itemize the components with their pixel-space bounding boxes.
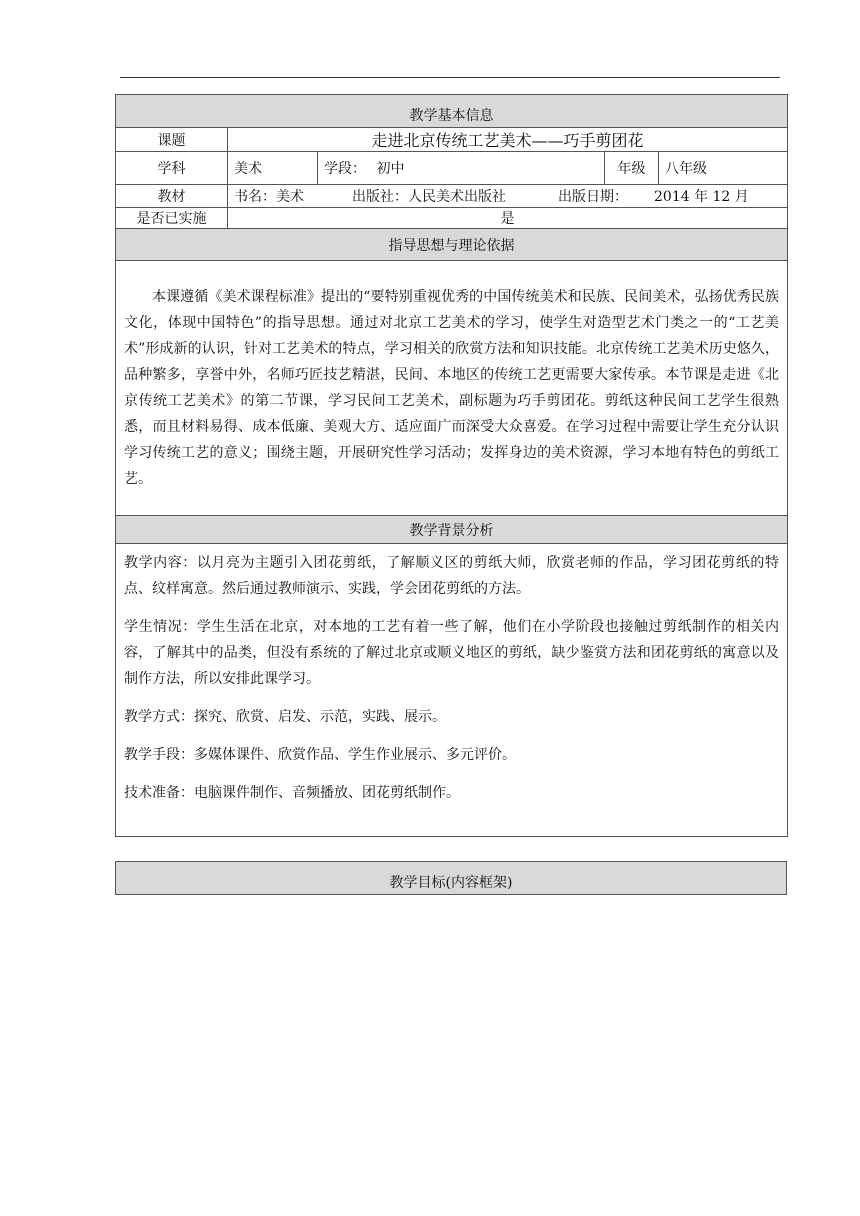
header-rule: [120, 77, 780, 78]
background-tech: 技术准备：电脑课件制作、音频播放、团花剪纸制作。: [124, 785, 460, 801]
implemented-label: 是否已实施: [116, 208, 228, 229]
pub-date-label: 出版日期：: [558, 189, 628, 205]
subject-label: 学科: [116, 152, 228, 185]
topic-label: 课题: [116, 128, 228, 152]
background-means: 教学手段：多媒体课件、欣赏作品、学生作业展示、多元评价。: [124, 747, 516, 763]
pub-date-value: 2014 年 12 月: [654, 189, 749, 205]
background-students: 学生情况：学生生活在北京，对本地的工艺有着一些了解，他们在小学阶段也接触过剪纸制作的相关内容，了解其中的品类，但没有系统的了解过北京或顺义地区的剪纸，缺少鉴赏方法和团花剪纸的寓意以及制作方法，所以安排此课学习。: [124, 619, 779, 687]
lesson-plan-table: [115, 94, 788, 837]
implemented-value: 是: [228, 208, 788, 229]
stage-cell: [318, 152, 605, 185]
basic-info-header: 教学基本信息: [116, 95, 788, 128]
stage-value: 初中: [376, 161, 405, 177]
subject-value: 美术: [228, 152, 318, 185]
theory-header: 指导思想与理论依据: [116, 229, 788, 261]
goals-header: 教学目标(内容框架): [116, 862, 787, 895]
goals-table: [115, 861, 787, 895]
grade-label: 年级: [605, 152, 659, 185]
stage-label: 学段：: [324, 161, 366, 177]
textbook-label: 教材: [116, 185, 228, 208]
background-header: 教学背景分析: [116, 516, 788, 544]
background-content: 教学内容：以月亮为主题引入团花剪纸，了解顺义区的剪纸大师，欣赏老师的作品，学习团花剪纸的特点、纹样寓意。然后通过教师演示、实践，学会团花剪纸的方法。: [124, 555, 779, 597]
book-name: 书名：美术: [234, 189, 304, 205]
publisher: 出版社：人民美术出版社: [352, 189, 506, 205]
theory-text: 本课遵循《美术课程标准》提出的“要特别重视优秀的中国传统美术和民族、民间美术，弘扬优秀民族文化，体现中国特色”的指导思想。通过对北京工艺美术的学习，使学生对造型艺术门类之一的“工艺美术”形成新的认识，针对工艺美术的特点，学习相关的欣赏方法和知识技能。北京传统工艺美术历史悠久，品种繁多，享誉中外，名师巧匠技艺精湛，民间、本地区的传统工艺更需要大家传承。本节课是走进《北京传统工艺美术》的第二节课，学习民间工艺美术，副标题为巧手剪团花。剪纸这种民间工艺学生很熟悉，而且材料易得、成本低廉、美观大方、适应面广而深受大众喜爱。在学习过程中需要让学生充分认识学习传统工艺的意义；围绕主题，开展研究性学习活动；发挥身边的美术资源，学习本地有特色的剪纸工艺。: [116, 261, 788, 516]
textbook-cell: [228, 185, 788, 208]
topic-value: 走进北京传统工艺美术——巧手剪团花: [228, 128, 788, 152]
background-cell: [116, 544, 788, 837]
background-methods: 教学方式：探究、欣赏、启发、示范，实践、展示。: [124, 709, 446, 725]
grade-value: 八年级: [659, 152, 788, 185]
